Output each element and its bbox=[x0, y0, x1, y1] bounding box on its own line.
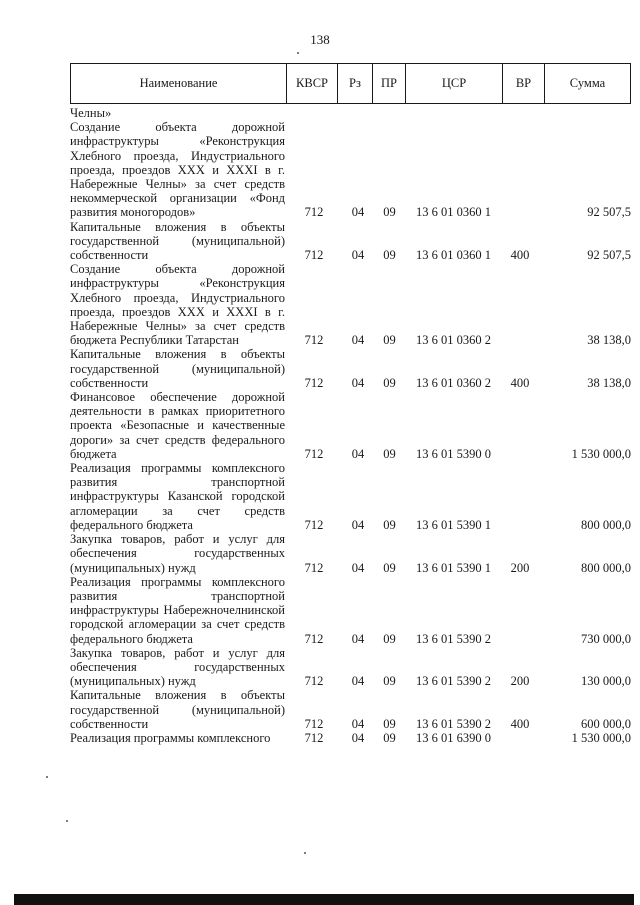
row-kvsr: 712 bbox=[304, 205, 324, 220]
header-name: Наименование bbox=[71, 64, 287, 104]
row-rz: 04 bbox=[351, 674, 365, 689]
header-pr: ПР bbox=[373, 64, 406, 104]
row-sum: 800 000,0 bbox=[581, 560, 631, 575]
row-sum: 1 530 000,0 bbox=[571, 446, 631, 461]
row-pr: 09 bbox=[383, 248, 396, 263]
row-rz: 04 bbox=[351, 517, 365, 532]
row-vr: 400 bbox=[510, 375, 530, 390]
table-row bbox=[70, 461, 631, 532]
row-name: Закупка товаров, работ и услуг для обеспечения государственных (муниципальных) нужд bbox=[70, 645, 285, 689]
row-csr: 13 6 01 0360 2 bbox=[416, 333, 491, 348]
row-name: Капитальные вложения в объекты государственной (муниципальной) собственности bbox=[70, 347, 285, 390]
page-number: 138 bbox=[310, 32, 330, 47]
row-pr: 09 bbox=[383, 375, 396, 390]
row-name: Реализация программы комплексного развития транспортной инфраструктуры Набережночелнинской городской агломерации за счет средств федерального бюджета bbox=[70, 574, 285, 646]
row-csr: 13 6 01 5390 0 bbox=[416, 446, 491, 461]
row-csr: 13 6 01 5390 2 bbox=[416, 674, 491, 689]
row-name: Челны» bbox=[70, 106, 112, 120]
scan-speck bbox=[297, 52, 299, 54]
table-row bbox=[70, 646, 631, 689]
row-kvsr: 712 bbox=[304, 560, 324, 575]
row-rz: 04 bbox=[351, 446, 365, 461]
row-pr: 09 bbox=[383, 674, 396, 689]
row-name: Капитальные вложения в объекты государственной (муниципальной) собственности bbox=[70, 688, 285, 731]
header-rz: Рз bbox=[338, 64, 373, 104]
row-pr: 09 bbox=[383, 631, 396, 646]
row-kvsr: 712 bbox=[304, 730, 324, 745]
row-sum: 130 000,0 bbox=[581, 674, 631, 689]
row-sum: 92 507,5 bbox=[587, 248, 631, 263]
scan-speck bbox=[304, 852, 306, 854]
row-rz: 04 bbox=[351, 205, 365, 220]
row-name: Реализация программы комплексного bbox=[70, 730, 271, 745]
table-row bbox=[70, 688, 631, 731]
header-kvsr: КВСР bbox=[287, 64, 338, 104]
row-pr: 09 bbox=[383, 205, 396, 220]
table-row bbox=[70, 731, 631, 745]
row-kvsr: 712 bbox=[304, 674, 324, 689]
table-row bbox=[70, 347, 631, 390]
row-kvsr: 712 bbox=[304, 248, 324, 263]
row-name: Создание объекта дорожной инфраструктуры «Реконструкция Хлебного проезда, Индустриального проезда, проездов XXX и XXXI в г. Набережные Челны» за счет средств некоммерческой организации «Фонд развития моногородов» bbox=[70, 120, 285, 220]
row-rz: 04 bbox=[351, 333, 365, 348]
row-sum: 730 000,0 bbox=[581, 631, 631, 646]
row-kvsr: 712 bbox=[304, 333, 324, 348]
row-sum: 600 000,0 bbox=[581, 716, 631, 731]
row-kvsr: 712 bbox=[304, 375, 324, 390]
row-vr: 200 bbox=[510, 560, 530, 575]
row-rz: 04 bbox=[351, 560, 365, 575]
row-name: Финансовое обеспечение дорожной деятельности в рамках приоритетного проекта «Безопасные и качественные дороги» за счет средств федерального бюджета bbox=[70, 390, 285, 461]
row-kvsr: 712 bbox=[304, 517, 324, 532]
scan-border-bottom bbox=[14, 894, 634, 905]
row-sum: 38 138,0 bbox=[587, 375, 631, 390]
row-rz: 04 bbox=[351, 716, 365, 731]
row-csr: 13 6 01 5390 2 bbox=[416, 631, 491, 646]
row-vr: 400 bbox=[510, 716, 530, 731]
table-row bbox=[70, 120, 631, 219]
row-csr: 13 6 01 6390 0 bbox=[416, 730, 491, 745]
row-vr: 200 bbox=[510, 674, 530, 689]
row-name: Закупка товаров, работ и услуг для обеспечения государственных (муниципальных) нужд bbox=[70, 532, 285, 575]
row-pr: 09 bbox=[383, 560, 396, 575]
row-pr: 09 bbox=[383, 333, 396, 348]
row-pr: 09 bbox=[383, 517, 396, 532]
table-row bbox=[70, 220, 631, 263]
table-body bbox=[70, 106, 631, 745]
row-pr: 09 bbox=[383, 716, 396, 731]
table-row bbox=[70, 390, 631, 461]
row-rz: 04 bbox=[351, 730, 365, 745]
row-sum: 92 507,5 bbox=[587, 205, 631, 220]
table-row bbox=[70, 106, 631, 120]
scan-speck bbox=[66, 820, 68, 822]
row-name: Капитальные вложения в объекты государственной (муниципальной) собственности bbox=[70, 219, 285, 263]
row-csr: 13 6 01 0360 1 bbox=[416, 248, 491, 263]
row-vr: 400 bbox=[510, 248, 530, 263]
scan-speck bbox=[46, 776, 48, 778]
table-row bbox=[70, 532, 631, 575]
row-kvsr: 712 bbox=[304, 446, 324, 461]
row-kvsr: 712 bbox=[304, 631, 324, 646]
row-rz: 04 bbox=[351, 248, 365, 263]
table-header bbox=[70, 63, 631, 104]
row-sum: 1 530 000,0 bbox=[571, 730, 631, 745]
row-csr: 13 6 01 5390 1 bbox=[416, 560, 491, 575]
header-vr: ВР bbox=[503, 64, 545, 104]
row-csr: 13 6 01 0360 2 bbox=[416, 375, 491, 390]
table-row bbox=[70, 262, 631, 347]
row-name: Создание объекта дорожной инфраструктуры «Реконструкция Хлебного проезда, Индустриального проезда, проездов XXX и XXXI в г. Набережные Челны» за счет средств бюджета Республики Татарстан bbox=[70, 262, 285, 348]
table-row bbox=[70, 575, 631, 646]
row-rz: 04 bbox=[351, 631, 365, 646]
row-rz: 04 bbox=[351, 375, 365, 390]
row-pr: 09 bbox=[383, 730, 396, 745]
row-csr: 13 6 01 0360 1 bbox=[416, 205, 491, 220]
row-kvsr: 712 bbox=[304, 716, 324, 731]
header-sum: Сумма bbox=[545, 64, 631, 104]
row-sum: 800 000,0 bbox=[581, 517, 631, 532]
row-sum: 38 138,0 bbox=[587, 333, 631, 348]
header-csr: ЦСР bbox=[406, 64, 503, 104]
row-csr: 13 6 01 5390 1 bbox=[416, 517, 491, 532]
row-csr: 13 6 01 5390 2 bbox=[416, 716, 491, 731]
row-pr: 09 bbox=[383, 446, 396, 461]
row-name: Реализация программы комплексного развития транспортной инфраструктуры Казанской городской агломерации за счет средств федерального бюджета bbox=[70, 461, 285, 532]
